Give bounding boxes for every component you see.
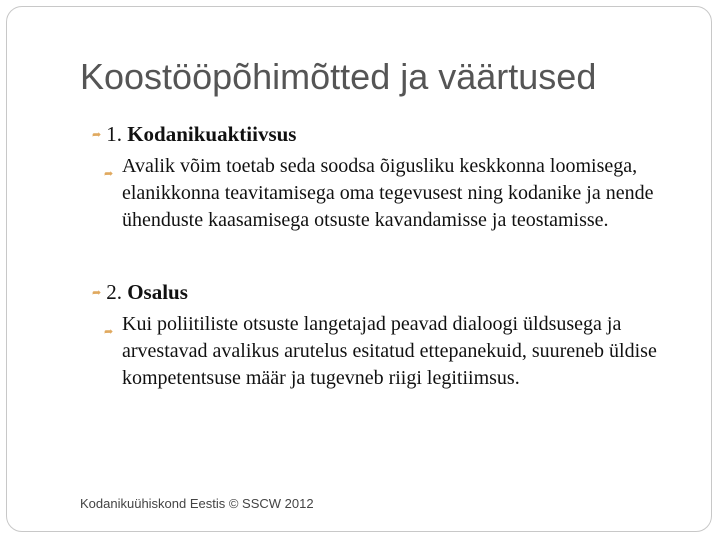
section-heading-text: Osalus	[127, 280, 188, 304]
section-body-text: Kui poliitiliste otsuste langetajad peavad dialoogi üldsusega ja arvestavad avalikus arutelus esitatud ettepanekuid, suureneb üldise kompetentsuse määr ja tugevneb riigi legitiimsus.	[122, 313, 657, 389]
curved-arrow-bullet-icon: ➦	[92, 287, 102, 299]
slide-title: Koostööpõhimõtted ja väärtused	[80, 56, 597, 97]
section-2-body	[104, 311, 682, 392]
curved-arrow-bullet-icon: ➦	[92, 129, 102, 141]
section-number: 2.	[106, 280, 122, 304]
section-heading-text: Kodanikuaktiivsus	[127, 122, 297, 146]
section-number: 1.	[106, 122, 122, 146]
section-1-heading	[92, 122, 296, 147]
slide-footer: Kodanikuühiskond Eestis © SSCW 2012	[80, 496, 314, 511]
section-2-heading	[92, 280, 188, 305]
section-1-body	[104, 153, 682, 234]
section-body-text: Avalik võim toetab seda soodsa õigusliku keskkonna loomisega, elanikkonna teavitamisega oma tegevusest ning kodanike ja nende ühenduste kaasamisega otsuste kavandamisse ja teostamisse.	[122, 155, 654, 231]
curved-arrow-bullet-icon: ➦	[104, 326, 114, 338]
curved-arrow-bullet-icon: ➦	[104, 168, 114, 180]
